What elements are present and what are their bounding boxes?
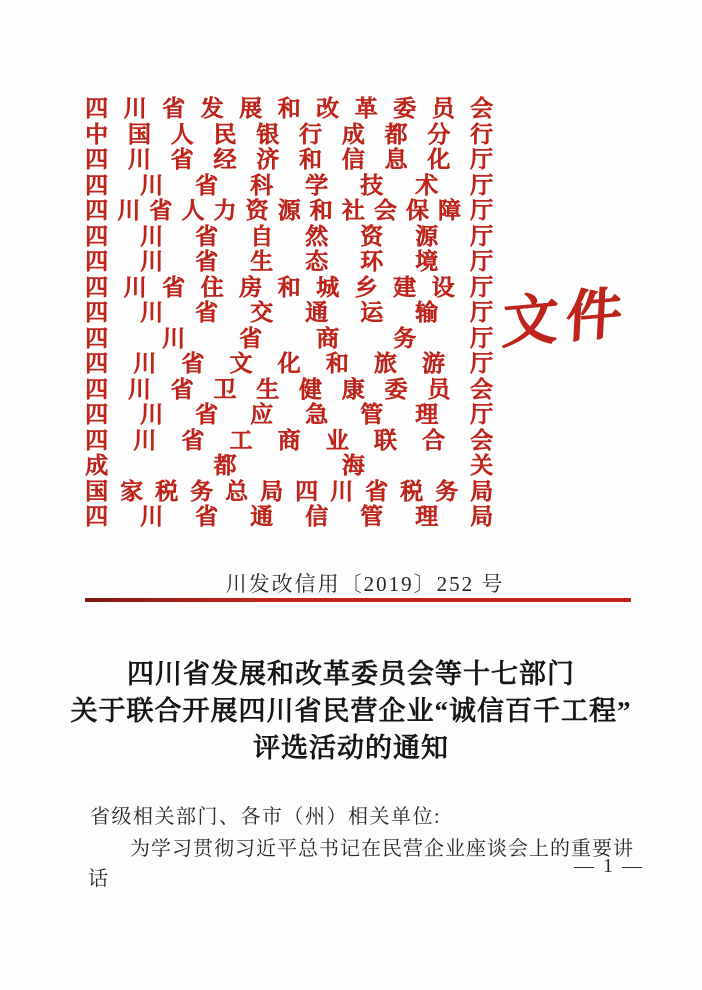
department-char: 务: [190, 478, 213, 504]
department-char: 行: [469, 121, 493, 147]
department-char: 厅: [470, 249, 493, 274]
department-char: 输: [415, 300, 438, 325]
department-char: 厅: [470, 300, 493, 325]
department-line: [85, 300, 493, 326]
department-char: 会: [470, 427, 493, 453]
department-char: 学: [305, 172, 328, 198]
page-number: — 1 —: [574, 855, 644, 877]
department-char: 和: [277, 274, 301, 300]
department-char: 关: [469, 453, 493, 478]
department-char: 和: [325, 351, 349, 376]
department-char: 四: [85, 198, 108, 223]
department-char: 省: [195, 249, 218, 274]
department-char: 川: [330, 478, 353, 504]
department-char: 资: [360, 223, 383, 249]
department-char: 局: [470, 504, 493, 529]
department-char: 技: [360, 172, 383, 198]
department-char: 厅: [469, 147, 493, 172]
department-char: 省: [170, 376, 194, 402]
department-char: 川: [133, 427, 157, 453]
department-char: 川: [140, 300, 163, 325]
department-char: 术: [415, 172, 438, 198]
department-char: 省: [195, 223, 218, 249]
department-char: 化: [427, 147, 451, 172]
department-char: 力: [213, 198, 237, 223]
department-char: 省: [195, 504, 218, 529]
department-char: 行: [298, 121, 322, 147]
document-reference-number: 川发改信用〔2019〕252 号: [225, 572, 505, 596]
department-char: 国: [127, 121, 151, 147]
department-char: 康: [341, 376, 365, 402]
department-char: 科: [250, 172, 273, 198]
department-line: [85, 479, 493, 505]
department-char: 川: [117, 198, 141, 223]
department-line: [85, 351, 493, 377]
department-line: [85, 249, 493, 275]
department-char: 厅: [470, 325, 493, 351]
department-char: 四: [85, 427, 108, 453]
department-line: [85, 453, 493, 479]
body-paragraph: 为学习贯彻习近平总书记在民营企业座谈会上的重要讲话: [88, 838, 634, 890]
department-char: 四: [85, 300, 108, 325]
department-char: 省: [181, 351, 205, 376]
department-char: 省: [195, 402, 218, 427]
department-char: 局: [260, 478, 283, 504]
department-char: 保: [405, 198, 429, 223]
department-line: [85, 402, 493, 428]
department-char: 省: [162, 274, 185, 300]
department-char: 经: [213, 147, 237, 172]
department-char: 川: [140, 504, 163, 529]
department-char: 国: [85, 478, 108, 504]
department-char: 卫: [213, 376, 237, 402]
department-char: 济: [256, 147, 280, 172]
department-char: 务: [435, 478, 458, 504]
department-line: [85, 173, 493, 199]
department-char: 人: [170, 121, 194, 147]
department-char: 省: [162, 96, 185, 121]
department-char: 会: [469, 376, 493, 402]
department-char: 四: [85, 223, 108, 249]
issuing-departments-letterhead: [85, 96, 493, 530]
department-char: 障: [437, 198, 461, 223]
department-char: 生: [256, 376, 280, 402]
department-char: 发: [200, 96, 224, 121]
department-char: 省: [365, 478, 388, 504]
department-char: 成: [85, 453, 108, 478]
department-char: 川: [140, 249, 163, 274]
department-line: [85, 224, 493, 250]
department-char: 厅: [470, 223, 493, 249]
department-char: 文: [229, 351, 253, 376]
department-char: 四: [85, 402, 108, 427]
department-char: 川: [127, 376, 151, 402]
department-char: 成: [341, 121, 365, 147]
department-char: 分: [427, 121, 451, 147]
title-line-2: 关于联合开展四川省民营企业“诚信百千工程”: [70, 696, 632, 726]
department-line: [85, 147, 493, 173]
department-char: 管: [360, 504, 383, 529]
department-char: 家: [120, 478, 143, 504]
department-char: 都: [384, 121, 408, 147]
department-char: 省: [195, 300, 218, 325]
department-char: 四: [85, 376, 108, 402]
department-char: 川: [140, 223, 163, 249]
department-char: 员: [427, 376, 451, 402]
department-char: 委: [384, 376, 408, 402]
department-char: 运: [360, 300, 383, 325]
salutation-line: 省级相关部门、各市（州）相关单位:: [90, 806, 442, 828]
department-char: 局: [470, 478, 493, 504]
department-char: 急: [305, 402, 328, 427]
department-char: 和: [298, 147, 322, 172]
department-char: 房: [239, 274, 262, 300]
department-char: 厅: [469, 198, 493, 223]
department-line: [85, 122, 493, 148]
department-char: 四: [85, 147, 108, 172]
department-char: 源: [277, 198, 301, 223]
department-char: 川: [123, 96, 147, 121]
department-char: 务: [393, 325, 416, 351]
department-char: 税: [400, 478, 423, 504]
department-char: 健: [298, 376, 322, 402]
department-char: 应: [250, 402, 273, 427]
department-char: 革: [354, 96, 378, 121]
department-char: 社: [341, 198, 365, 223]
department-char: 生: [250, 249, 273, 274]
department-char: 息: [384, 147, 408, 172]
department-line: [85, 96, 493, 122]
department-char: 川: [140, 402, 163, 427]
department-char: 厅: [470, 402, 493, 427]
department-char: 厅: [470, 172, 493, 198]
department-char: 工: [229, 427, 253, 453]
department-char: 建: [393, 274, 416, 300]
department-char: 通: [305, 300, 328, 325]
department-line: [85, 326, 493, 352]
department-char: 旅: [373, 351, 397, 376]
department-char: 然: [305, 223, 328, 249]
department-char: 人: [181, 198, 205, 223]
department-char: 会: [470, 96, 493, 121]
department-char: 海: [341, 453, 365, 478]
title-line-1: 四川省发展和改革委员会等十七部门: [127, 659, 575, 689]
department-char: 总: [225, 478, 248, 504]
department-char: 四: [85, 274, 108, 300]
department-char: 省: [195, 172, 218, 198]
department-char: 都: [213, 453, 237, 478]
department-line: [85, 377, 493, 403]
department-char: 四: [85, 351, 108, 376]
title-line-3: 评选活动的通知: [253, 733, 449, 763]
department-char: 资: [245, 198, 269, 223]
department-char: 川: [133, 351, 157, 376]
department-char: 城: [316, 274, 339, 300]
department-char: 省: [239, 325, 262, 351]
department-line: [85, 428, 493, 454]
department-char: 交: [250, 300, 273, 325]
department-char: 四: [85, 172, 108, 198]
department-char: 商: [316, 325, 339, 351]
department-char: 合: [421, 427, 445, 453]
department-char: 四: [85, 249, 108, 274]
department-char: 改: [316, 96, 339, 121]
department-char: 环: [360, 249, 383, 274]
department-char: 展: [239, 96, 262, 121]
document-title: [0, 656, 702, 767]
department-char: 信: [341, 147, 365, 172]
department-char: 化: [277, 351, 301, 376]
department-char: 川: [127, 147, 151, 172]
department-char: 厅: [470, 274, 493, 300]
department-char: 境: [415, 249, 438, 274]
department-char: 民: [213, 121, 237, 147]
department-char: 川: [140, 172, 163, 198]
department-char: 税: [155, 478, 178, 504]
department-char: 川: [123, 274, 147, 300]
department-char: 省: [170, 147, 194, 172]
department-char: 省: [149, 198, 173, 223]
department-char: 信: [305, 504, 328, 529]
department-char: 管: [360, 402, 383, 427]
department-line: [85, 504, 493, 530]
department-char: 四: [85, 96, 108, 121]
department-char: 联: [373, 427, 397, 453]
department-char: 四: [85, 504, 108, 529]
department-char: 银: [256, 121, 280, 147]
department-char: 态: [305, 249, 328, 274]
department-char: 会: [373, 198, 397, 223]
department-char: 自: [250, 223, 273, 249]
department-char: 和: [309, 198, 333, 223]
department-char: 四: [295, 478, 318, 504]
department-char: 商: [277, 427, 301, 453]
department-char: 厅: [470, 351, 493, 376]
department-char: 理: [415, 504, 438, 529]
department-char: 理: [415, 402, 438, 427]
department-char: 省: [181, 427, 205, 453]
department-char: 通: [250, 504, 273, 529]
department-char: 设: [431, 274, 455, 300]
department-char: 源: [415, 223, 438, 249]
department-char: 住: [200, 274, 224, 300]
department-char: 乡: [354, 274, 378, 300]
department-char: 员: [431, 96, 455, 121]
department-char: 中: [85, 121, 108, 147]
department-char: 游: [421, 351, 445, 376]
department-char: 川: [162, 325, 185, 351]
department-line: [85, 198, 493, 224]
department-char: 四: [85, 325, 108, 351]
department-char: 和: [277, 96, 301, 121]
document-stamp-label: 文件: [500, 282, 632, 356]
department-char: 委: [393, 96, 416, 121]
department-char: 业: [325, 427, 349, 453]
red-divider-line: [85, 598, 631, 602]
department-line: [85, 275, 493, 301]
